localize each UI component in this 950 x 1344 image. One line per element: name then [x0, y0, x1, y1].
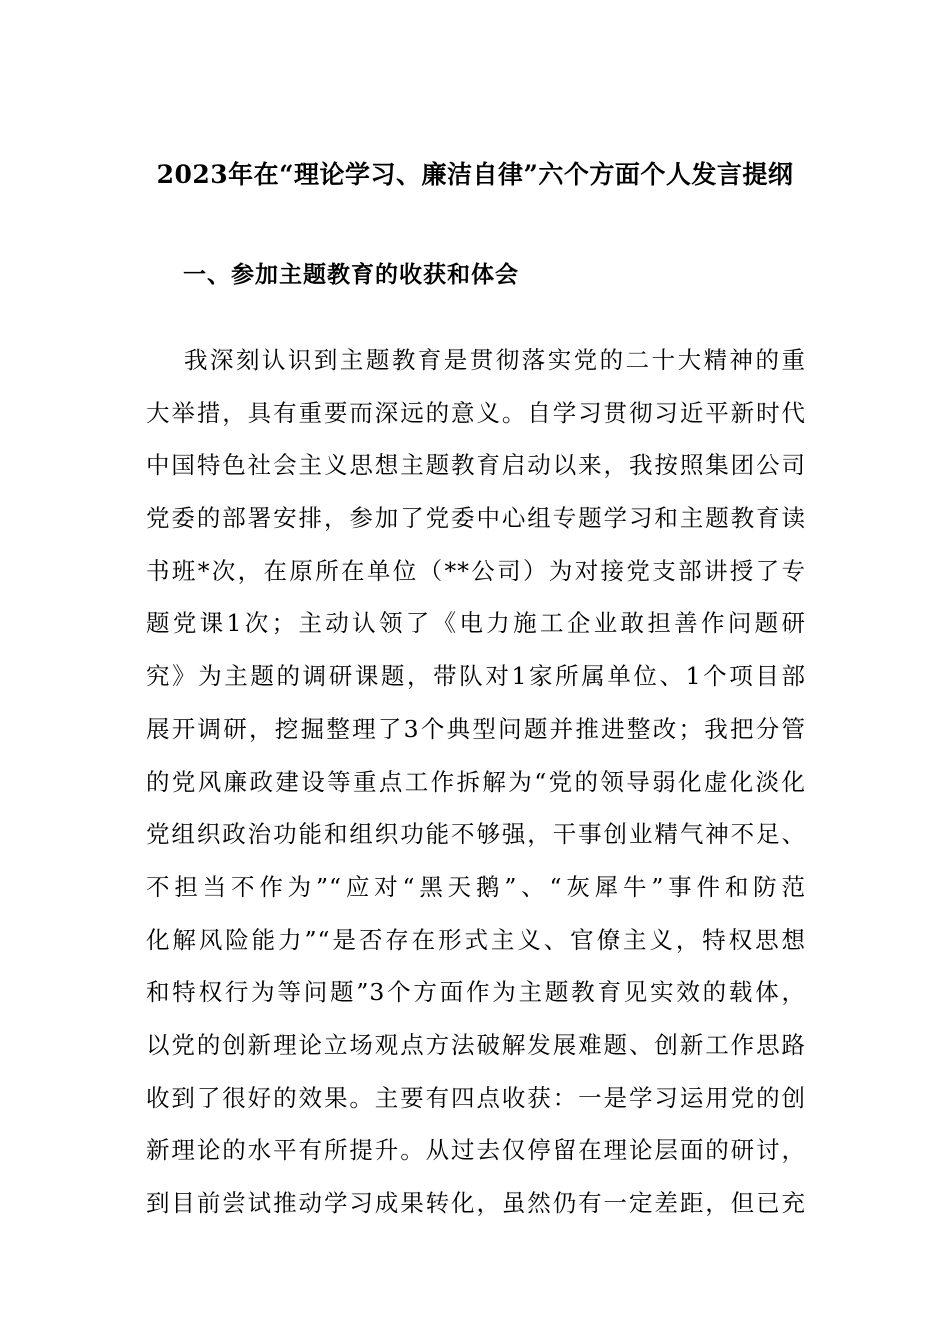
paragraph-line: 不担当不作为”“应对“黑天鹅”、“灰犀牛”事件和防范	[146, 872, 806, 901]
paragraph-line: 大举措，具有重要而深远的意义。自学习贯彻习近平新时代	[146, 398, 806, 427]
paragraph-line: 中国特色社会主义思想主题教育启动以来，我按照集团公司	[146, 451, 806, 480]
paragraph-line: 党委的部署安排，参加了党委中心组专题学习和主题教育读	[146, 504, 806, 533]
paragraph-line: 书班*次，在原所在单位（**公司）为对接党支部讲授了专	[146, 556, 806, 585]
paragraph-line: 新理论的水平有所提升。从过去仅停留在理论层面的研讨，	[146, 1136, 806, 1165]
paragraph-line: 到目前尝试推动学习成果转化，虽然仍有一定差距，但已充	[146, 1189, 806, 1217]
section-heading: 一、参加主题教育的收获和体会	[183, 261, 519, 288]
paragraph-line: 和特权行为等问题”3个方面作为主题教育见实效的载体，	[146, 978, 806, 1007]
paragraph-line: 的党风廉政建设等重点工作拆解为“党的领导弱化虚化淡化	[146, 767, 806, 796]
paragraph-line: 收到了很好的效果。主要有四点收获：一是学习运用党的创	[146, 1083, 806, 1112]
paragraph-line: 展开调研，挖掘整理了3个典型问题并推进整改；我把分管	[146, 714, 806, 743]
paragraph-line: 以党的创新理论立场观点方法破解发展难题、创新工作思路	[146, 1030, 806, 1059]
paragraph	[146, 340, 806, 1236]
paragraph-line: 题党课1次；主动认领了《电力施工企业敢担善作问题研	[146, 609, 806, 638]
paragraph-line: 党组织政治功能和组织功能不够强，干事创业精气神不足、	[146, 820, 806, 849]
paragraph-line: 化解风险能力”“是否存在形式主义、官僚主义，特权思想	[146, 925, 806, 954]
paragraph-line: 我深刻认识到主题教育是贯彻落实党的二十大精神的重	[184, 346, 806, 374]
paragraph-line: 究》为主题的调研课题，带队对1家所属单位、1个项目部	[146, 662, 806, 691]
document-title: 2023年在“理论学习、廉洁自律”六个方面个人发言提纲	[156, 160, 794, 189]
